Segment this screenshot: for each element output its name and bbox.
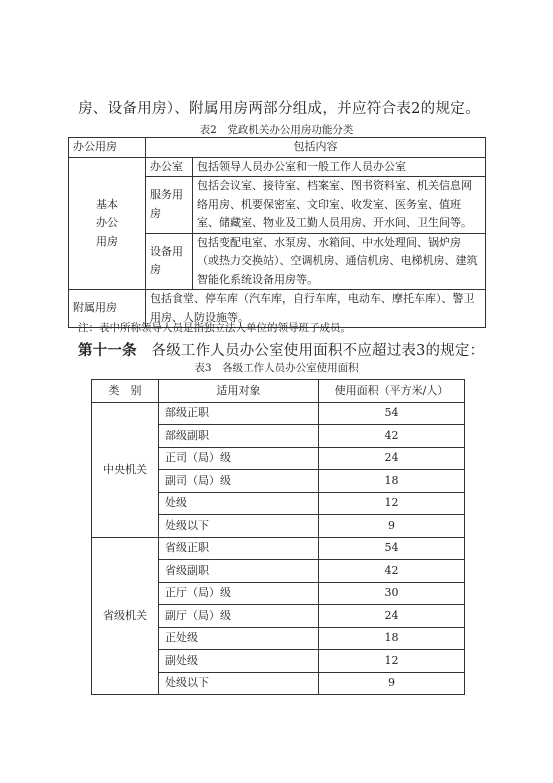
table3-area: 18 — [319, 627, 465, 650]
table-row — [92, 402, 465, 425]
table3-target: 省级正职 — [159, 537, 319, 560]
table3-target: 副处级 — [159, 650, 319, 673]
table2-annex-content: 包括食堂、停车库（汽车库，自行车库，电动车、摩托车库）、警卫用房、人防设施等。 — [146, 290, 486, 328]
table3-area: 54 — [319, 537, 465, 560]
table2-row-office — [69, 157, 486, 177]
table2-row-name: 办公室 — [146, 157, 193, 177]
article-text: 各级工作人员办公室使用面积不应超过表3的规定： — [136, 343, 485, 359]
table3-area: 24 — [319, 447, 465, 470]
table3-area: 30 — [319, 582, 465, 605]
table3-target: 处级 — [159, 492, 319, 515]
table2-basic-label: 基本 办公 用房 — [69, 157, 146, 290]
table3-area: 12 — [319, 650, 465, 673]
table3-target: 正厅（局）级 — [159, 582, 319, 605]
table2-caption: 表2 党政机关办公用房功能分类 — [199, 124, 354, 136]
table3-category-central: 中央机关 — [92, 402, 159, 537]
table-row — [92, 537, 465, 560]
article-eleven — [78, 339, 484, 360]
table3-header-row — [92, 380, 465, 403]
table2-row-content: 包括会议室、接待室、档案室、图书资料室、机关信息网络用房、机要保密室、文印室、收发室、医务室、值班室、储藏室、物业及工勤人员用房、开水间、卫生间等。 — [193, 177, 486, 234]
table3-area: 54 — [319, 402, 465, 425]
table3-category-provincial: 省级机关 — [92, 537, 159, 695]
table3-target: 副司（局）级 — [159, 470, 319, 493]
table3-area: 42 — [319, 425, 465, 448]
table2-row-content: 包括变配电室、水泵房、水箱间、中水处理间、锅炉房（或热力交换站）、空调机房、通信机房、电梯机房、建筑智能化系统设备用房等。 — [193, 233, 486, 290]
table2-header-content: 包括内容 — [146, 138, 486, 158]
table2-note: 注：表中所称领导人员是指独立法人单位的领导班子成员。 — [78, 322, 351, 334]
table3-header-target: 适用对象 — [159, 380, 319, 403]
table2-annex-label: 附属用房 — [69, 290, 146, 328]
office-area-table — [91, 379, 465, 695]
table2-header-row — [69, 138, 486, 158]
table3-target: 正处级 — [159, 627, 319, 650]
table2-row-name: 设备用 房 — [146, 233, 193, 290]
table3-area: 9 — [319, 515, 465, 538]
intro-paragraph: 房、设备用房）、附属用房两部分组成，并应符合表2的规定。 — [78, 101, 480, 117]
table3-area: 9 — [319, 672, 465, 695]
table2-header-category: 办公用房 — [69, 138, 146, 158]
table3-target: 省级副职 — [159, 560, 319, 583]
table3-area: 18 — [319, 470, 465, 493]
table2-row-content: 包括领导人员办公室和一般工作人员办公室 — [193, 157, 486, 177]
article-title: 第十一条 — [78, 343, 137, 359]
table3-target: 处级以下 — [159, 672, 319, 695]
table3-target: 处级以下 — [159, 515, 319, 538]
function-classification-table — [68, 137, 486, 328]
table3-header-area: 使用面积（平方米/人） — [319, 380, 465, 403]
table3-target: 正司（局）级 — [159, 447, 319, 470]
table3-area: 12 — [319, 492, 465, 515]
table3-area: 24 — [319, 605, 465, 628]
table2-row-name: 服务用 房 — [146, 177, 193, 234]
table3-caption: 表3 各级工作人员办公室使用面积 — [194, 362, 359, 374]
table3-area: 42 — [319, 560, 465, 583]
table3-target: 副厅（局）级 — [159, 605, 319, 628]
table3-header-category: 类 别 — [92, 380, 159, 403]
table3-target: 部级正职 — [159, 402, 319, 425]
table3-target: 部级副职 — [159, 425, 319, 448]
